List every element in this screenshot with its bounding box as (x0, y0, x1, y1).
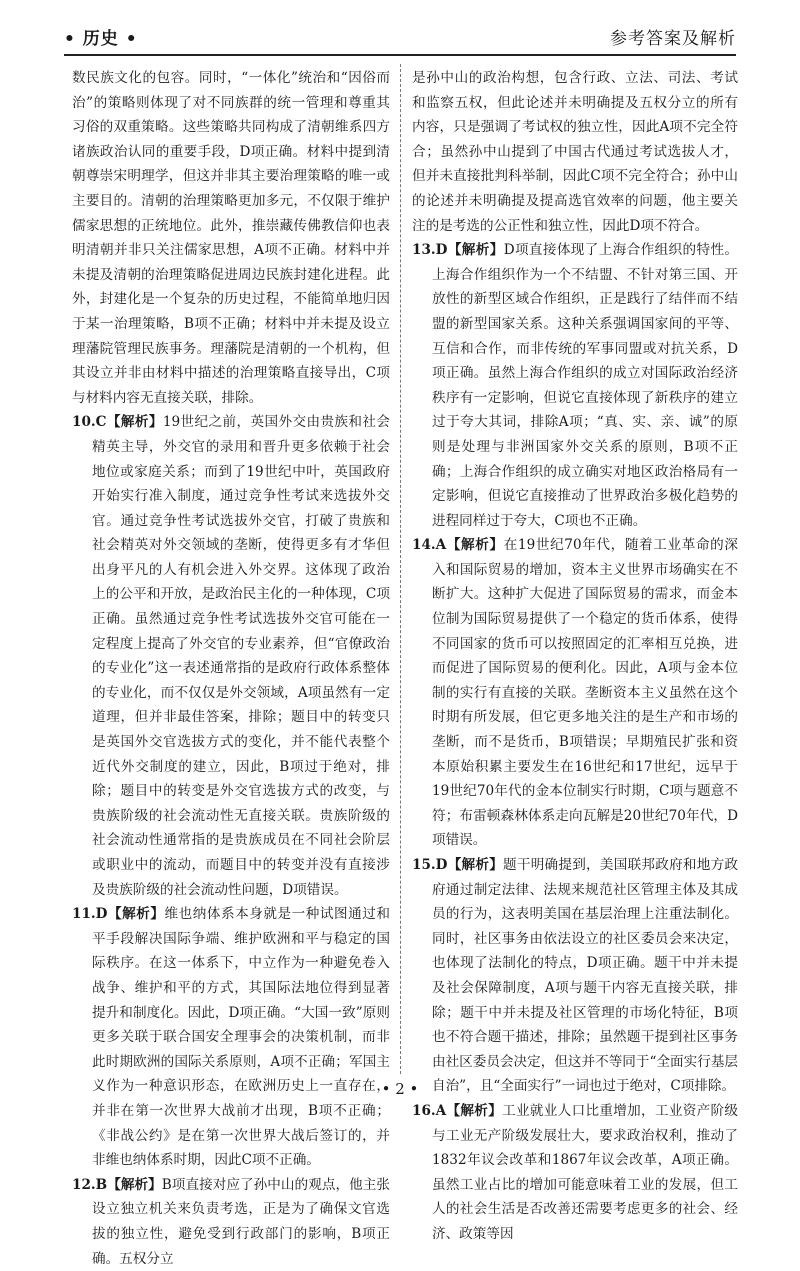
question-number: 12. (72, 1176, 96, 1193)
explanation-text: D项直接体现了上海合作组织的特性。上海合作组织作为一个不结盟、不针对第三国、开放性的新型区域合作组织，正是践行了结伴而不结盟的新型国家关系。这种关系强调国家间的平等、互信和合作，而非传统的军事同盟或对抗关系，D项正确。虽然上海合作组织的成立对国际政治经济秩序有一定影响，但说它直接体现了新秩序的建立过于夸大其词，排除A项；“真、实、亲、诚”的原则是处理与非洲国家外交关系的原则，B项不正确；上海合作组织的成立确实对地区政治格局有一定影响，但说它直接推动了世界政治多极化趋势的进程同样过于夸大，C项也不正确。 (432, 242, 739, 529)
subject-title: • 历史 • (64, 29, 138, 49)
page-header (64, 20, 736, 56)
question-number: 16. (412, 1102, 436, 1119)
analysis-tag: 【解析】 (107, 1176, 162, 1193)
answer-letter: A (435, 1102, 447, 1119)
explanation-text: B项直接对应了孙中山的观点，他主张设立独立机关来负责考选，正是为了确保文官选拔的独立性，避免受到行政部门的影响，B项正确。五权分立 (92, 1176, 390, 1267)
question-number: 14. (412, 537, 436, 554)
analysis-tag: 【解析】 (106, 414, 163, 431)
answer-letter: D (435, 857, 448, 873)
column-divider (400, 64, 401, 1074)
question-number: 11. (72, 906, 96, 923)
question-13-explanation (412, 238, 738, 533)
page-number: • 2 • (381, 1080, 419, 1098)
answer-letter: C (95, 414, 107, 431)
left-column (72, 66, 391, 1267)
explanation-text: 维也纳体系本身就是一种试图通过和平手段解决国际争端、维护欧洲和平与稳定的国际秩序。在这一体系下，中立作为一种避免卷入战争、维护和平的方式，其国际法地位得到显著提升和制度化。因此，D项正确。“大国一致”原则更多关联于联合国安全理事会的决策机制，而非此时期欧洲的国际关系原则，A项不正确；军国主义作为一种意识形态，在欧洲历史上一直存在，并非在第一次世界大战前才出现，B项不正确；《非战公约》是在第一次世界大战后签订的，并非维也纳体系时期，因此C项不正确。 (92, 906, 391, 1169)
question-number: 15. (412, 857, 436, 873)
right-column (412, 66, 739, 1242)
question-number: 10. (72, 414, 96, 431)
analysis-tag: 【解析】 (446, 537, 504, 554)
answer-letter: D (95, 906, 108, 923)
explanation-text: 工业就业人口比重增加，工业资产阶级与工业无产阶级发展壮大，要求政治权利，推动了1832年议会改革和1867年议会改革，A项正确。虽然工业占比的增加可能意味着工业的发展，但工人的社会生活是否改善还需要考虑更多的社会、经济、政策等因 (432, 1102, 739, 1242)
question-12-explanation (72, 1173, 390, 1271)
question-11-explanation (72, 902, 390, 1173)
explanation-text: 题干明确提到，美国联邦政府和地方政府通过制定法律、法规来规范社区管理主体及其成员的行为，这表明美国在基层治理上注重法制化。同时，社区事务由依法设立的社区委员会来决定，也体现了法制化的特点，D项正确。题干中并未提及社会保障制度，A项与题干内容无直接关联，排除；题干中并未提及社区管理的市场化特征，B项也不符合题干描述，排除；虽然题干提到社区事务由社区委员会决定，但这并不等同于“全面实行基层自治”，且“全面实行”一词也过于绝对，C项排除。 (432, 857, 739, 1095)
analysis-tag: 【解析】 (447, 242, 504, 259)
section-title: 参考答案及解析 (610, 29, 736, 49)
continued-explanation: 数民族文化的包容。同时，“一体化”统治和“因俗而治”的策略则体现了对不同族群的统一管理和尊重其习俗的双重策略。这些策略共同构成了清朝维系四方诸族政治认同的重要手段，D项正确。材料中提到清朝尊崇宋明理学，但这并非其主要治理策略的唯一或主要目的。清朝的治理策略更加多元，不仅限于维护儒家思想的正统地位。此外，推崇藏传佛教信仰也表明清朝并非只关注儒家思想，A项不正确。材料中并未提及清朝的治理策略促进周边民族封建化进程。此外，封建化是一个复杂的历史过程，不能简单地归因于某一治理策略，B项不正确；材料中并未提及设立理藩院管理民族事务。理藩院是清朝的一个机构，但其设立并非由材料中描述的治理策略直接导出，C项与材料内容无直接关联，排除。 (72, 70, 390, 406)
analysis-tag: 【解析】 (107, 906, 165, 923)
answer-letter: B (95, 1176, 108, 1193)
explanation-text: 在19世纪70年代，随着工业革命的深入和国际贸易的增加，资本主义世界市场确实在不断扩大。这种扩大促进了国际贸易的需求，而金本位制为国际贸易提供了一个稳定的货币体系，使得不同国家的货币可以按照固定的汇率相互兑换，进而促进了国际贸易的便利化。因此，A项与金本位制的实行有直接的关联。垄断资本主义虽然在这个时期有所发展，但它更多地关注的是生产和市场的垄断，而不是货币，B项错误；早期殖民扩张和资本原始积累主要发生在16世纪和17世纪，远早于19世纪70年代的金本位制实行时期，C项与题意不符；布雷顿森林体系走向瓦解是20世纪70年代，D项错误。 (432, 537, 738, 849)
question-14-explanation (412, 533, 738, 853)
analysis-tag: 【解析】 (446, 1102, 503, 1119)
question-10-explanation (72, 410, 390, 902)
question-15-explanation (412, 853, 738, 1099)
analysis-tag: 【解析】 (447, 857, 504, 873)
question-16-explanation (412, 1099, 738, 1247)
explanation-text: 19世纪之前，英国外交由贵族和社会精英主导，外交官的录用和晋升更多依赖于社会地位或家庭关系；而到了19世纪中叶，英国政府开始实行准入制度，通过竞争性考试来选拔外交官。通过竞争性考试选拔外交官，打破了贵族和社会精英对外交领域的垄断，使得更多有才华但出身平凡的人有机会进入外交界。这体现了政治上的公平和开放，是政治民主化的一种体现，C项正确。虽然通过竞争性考试选拔外交官可能在一定程度上提高了外交官的专业素养，但“官僚政治的专业化”这一表述通常指的是政府行政体系整体的专业化，而不仅仅是外交领域，A项虽然有一定道理，但并非最佳答案，排除；题目中的转变只是英国外交官选拔方式的变化，并不能代表整个近代外交制度的建立，因此，B项过于绝对，排除；题目中的转变是外交官选拔方式的改变，与贵族阶级的社会流动性无直接关联。贵族阶级的社会流动性通常指的是贵族成员在不同社会阶层或职业中的流动，而题目中的转变并没有直接涉及贵族阶级的社会流动性问题，D项错误。 (92, 414, 390, 898)
continued-explanation: 是孙中山的政治构想，包含行政、立法、司法、考试和监察五权，但此论述并未明确提及五权分立的所有内容，只是强调了考试权的独立性，因此A项不完全符合；虽然孙中山提到了中国古代通过考试选拔人才，但并未直接批判科举制，因此C项不完全符合；孙中山的论述并未明确提及提高选官效率的问题，他主要关注的是考选的公正性和独立性，因此D项不符合。 (412, 70, 738, 234)
question-number: 13. (412, 242, 436, 259)
answer-letter: D (435, 242, 448, 259)
answer-letter: A (435, 537, 447, 554)
